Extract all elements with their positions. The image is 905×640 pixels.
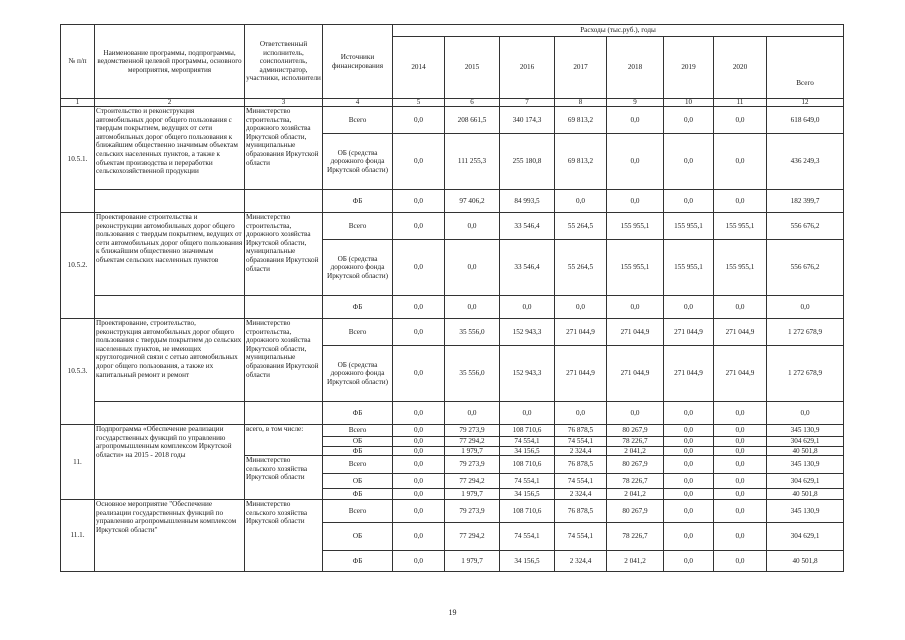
year-value: 78 226,7 bbox=[607, 437, 664, 447]
funding-source: Всего bbox=[323, 107, 393, 134]
total-value: 40 501,8 bbox=[767, 489, 844, 500]
header-year: 2019 bbox=[664, 37, 714, 99]
year-value: 0,0 bbox=[555, 190, 607, 213]
year-value: 0,0 bbox=[607, 107, 664, 134]
total-value: 40 501,8 bbox=[767, 551, 844, 572]
year-value: 0,0 bbox=[664, 551, 714, 572]
header-year: 2015 bbox=[445, 37, 500, 99]
year-value: 0,0 bbox=[664, 523, 714, 551]
header-num: № п/п bbox=[61, 25, 95, 99]
year-value: 0,0 bbox=[500, 402, 555, 425]
column-index: 5 bbox=[393, 99, 445, 107]
funding-source: ФБ bbox=[323, 190, 393, 213]
year-value: 80 267,9 bbox=[607, 456, 664, 474]
year-value: 155 955,1 bbox=[664, 240, 714, 296]
empty-cell bbox=[95, 190, 245, 213]
year-value: 84 993,5 bbox=[500, 190, 555, 213]
column-index: 2 bbox=[95, 99, 245, 107]
year-value: 0,0 bbox=[664, 446, 714, 456]
total-value: 304 629,1 bbox=[767, 523, 844, 551]
year-value: 0,0 bbox=[393, 319, 445, 346]
header-year: 2014 bbox=[393, 37, 445, 99]
total-value: 556 676,2 bbox=[767, 240, 844, 296]
column-index: 12 bbox=[767, 99, 844, 107]
year-value: 33 546,4 bbox=[500, 213, 555, 240]
table-row bbox=[61, 190, 844, 213]
year-value: 34 156,5 bbox=[500, 489, 555, 500]
year-value: 0,0 bbox=[393, 296, 445, 319]
year-value: 0,0 bbox=[714, 446, 767, 456]
year-value: 2 324,4 bbox=[555, 489, 607, 500]
year-value: 0,0 bbox=[393, 456, 445, 474]
year-value: 0,0 bbox=[393, 489, 445, 500]
header-source: Источники финансирования bbox=[323, 25, 393, 99]
row-number: 11. bbox=[61, 425, 95, 500]
year-value: 78 226,7 bbox=[607, 474, 664, 489]
year-value: 108 710,6 bbox=[500, 456, 555, 474]
year-value: 0,0 bbox=[393, 190, 445, 213]
year-value: 271 044,9 bbox=[714, 346, 767, 402]
funding-source: ФБ bbox=[323, 296, 393, 319]
responsible-executor: Министерство строительства, дорожного хозяйства Иркутской области, муниципальные образования Иркутской области bbox=[245, 213, 323, 296]
year-value: 79 273,9 bbox=[445, 500, 500, 523]
column-index: 9 bbox=[607, 99, 664, 107]
year-value: 97 406,2 bbox=[445, 190, 500, 213]
year-value: 0,0 bbox=[607, 402, 664, 425]
total-value: 345 130,9 bbox=[767, 500, 844, 523]
funding-source: Всего bbox=[323, 500, 393, 523]
column-index: 8 bbox=[555, 99, 607, 107]
empty-cell bbox=[245, 296, 323, 319]
year-value: 155 955,1 bbox=[607, 213, 664, 240]
year-value: 0,0 bbox=[664, 456, 714, 474]
year-value: 0,0 bbox=[607, 134, 664, 190]
year-value: 0,0 bbox=[555, 296, 607, 319]
year-value: 2 041,2 bbox=[607, 551, 664, 572]
year-value: 0,0 bbox=[714, 437, 767, 447]
funding-source: Всего bbox=[323, 213, 393, 240]
year-value: 0,0 bbox=[445, 213, 500, 240]
funding-source: Всего bbox=[323, 319, 393, 346]
header-year: 2016 bbox=[500, 37, 555, 99]
program-name: Основное мероприятие "Обеспечение реализации государственных функций по управлению агропромышленным комплексом Иркутской области" bbox=[95, 500, 245, 572]
empty-cell bbox=[245, 402, 323, 425]
year-value: 152 943,3 bbox=[500, 319, 555, 346]
year-value: 0,0 bbox=[664, 402, 714, 425]
year-value: 155 955,1 bbox=[714, 213, 767, 240]
year-value: 0,0 bbox=[714, 474, 767, 489]
total-value: 40 501,8 bbox=[767, 446, 844, 456]
table-row bbox=[61, 425, 844, 437]
year-value: 108 710,6 bbox=[500, 500, 555, 523]
year-value: 108 710,6 bbox=[500, 425, 555, 437]
year-value: 34 156,5 bbox=[500, 551, 555, 572]
program-name: Подпрограмма «Обеспечение реализации государственных функций по управлению агропромышленным комплексом Иркутской области» на 2015 - 2018 годы bbox=[95, 425, 245, 500]
funding-source: ФБ bbox=[323, 402, 393, 425]
year-value: 152 943,3 bbox=[500, 346, 555, 402]
table-row bbox=[61, 107, 844, 134]
year-value: 271 044,9 bbox=[664, 346, 714, 402]
year-value: 74 554,1 bbox=[500, 474, 555, 489]
year-value: 0,0 bbox=[607, 296, 664, 319]
year-value: 0,0 bbox=[714, 489, 767, 500]
funding-source: ФБ bbox=[323, 551, 393, 572]
total-value: 618 649,0 bbox=[767, 107, 844, 134]
row-number: 10.5.1. bbox=[61, 107, 95, 213]
header-expenses: Расходы (тыс.руб.), годы bbox=[393, 25, 844, 37]
year-value: 1 979,7 bbox=[445, 446, 500, 456]
year-value: 271 044,9 bbox=[714, 319, 767, 346]
table-row bbox=[61, 319, 844, 346]
year-value: 0,0 bbox=[393, 500, 445, 523]
total-value: 182 399,7 bbox=[767, 190, 844, 213]
year-value: 0,0 bbox=[393, 551, 445, 572]
funding-source: ОБ bbox=[323, 523, 393, 551]
budget-table-body bbox=[61, 107, 844, 572]
program-name: Проектирование, строительство, реконструкция автомобильных дорог общего пользования с твердым покрытием до сельских населенных пунктов, не имеющих круглогодичной связи с сетью автомобильных дорог общего пользования, а также их капитальный ремонт и ремонт bbox=[95, 319, 245, 402]
year-value: 0,0 bbox=[393, 437, 445, 447]
responsible-executor: Министерство сельского хозяйства Иркутской области bbox=[245, 456, 323, 500]
budget-table-sheet bbox=[60, 24, 844, 572]
year-value: 0,0 bbox=[393, 107, 445, 134]
year-value: 74 554,1 bbox=[555, 437, 607, 447]
year-value: 69 813,2 bbox=[555, 107, 607, 134]
year-value: 0,0 bbox=[393, 446, 445, 456]
funding-source: ОБ (средства дорожного фонда Иркутской области) bbox=[323, 240, 393, 296]
year-value: 79 273,9 bbox=[445, 456, 500, 474]
year-value: 0,0 bbox=[714, 107, 767, 134]
year-value: 0,0 bbox=[664, 190, 714, 213]
empty-cell bbox=[95, 296, 245, 319]
responsible-executor: Министерство сельского хозяйства Иркутской области bbox=[245, 500, 323, 572]
funding-source: ОБ (средства дорожного фонда Иркутской области) bbox=[323, 134, 393, 190]
header-total: Всего bbox=[767, 37, 844, 99]
funding-source: ФБ bbox=[323, 446, 393, 456]
year-value: 0,0 bbox=[714, 500, 767, 523]
year-value: 0,0 bbox=[714, 134, 767, 190]
year-value: 0,0 bbox=[714, 296, 767, 319]
total-value: 556 676,2 bbox=[767, 213, 844, 240]
year-value: 74 554,1 bbox=[500, 523, 555, 551]
year-value: 271 044,9 bbox=[555, 346, 607, 402]
total-value: 304 629,1 bbox=[767, 437, 844, 447]
column-index: 10 bbox=[664, 99, 714, 107]
year-value: 0,0 bbox=[714, 551, 767, 572]
year-value: 0,0 bbox=[664, 134, 714, 190]
year-value: 69 813,2 bbox=[555, 134, 607, 190]
year-value: 111 255,3 bbox=[445, 134, 500, 190]
responsible-executor: Министерство строительства, дорожного хозяйства Иркутской области, муниципальные образования Иркутской области bbox=[245, 107, 323, 190]
year-value: 0,0 bbox=[393, 213, 445, 240]
year-value: 0,0 bbox=[664, 489, 714, 500]
column-index-row bbox=[61, 99, 844, 107]
responsible-executor: Министерство строительства, дорожного хозяйства Иркутской области, муниципальные образования Иркутской области bbox=[245, 319, 323, 402]
year-value: 79 273,9 bbox=[445, 425, 500, 437]
year-value: 78 226,7 bbox=[607, 523, 664, 551]
year-value: 0,0 bbox=[393, 523, 445, 551]
table-row bbox=[61, 296, 844, 319]
row-number: 11.1. bbox=[61, 500, 95, 572]
funding-source: ФБ bbox=[323, 489, 393, 500]
header-year: 2020 bbox=[714, 37, 767, 99]
year-value: 76 878,5 bbox=[555, 456, 607, 474]
total-value: 345 130,9 bbox=[767, 456, 844, 474]
total-value: 436 249,3 bbox=[767, 134, 844, 190]
column-index: 3 bbox=[245, 99, 323, 107]
year-value: 80 267,9 bbox=[607, 500, 664, 523]
year-value: 0,0 bbox=[664, 107, 714, 134]
year-value: 0,0 bbox=[393, 425, 445, 437]
year-value: 0,0 bbox=[393, 474, 445, 489]
year-value: 0,0 bbox=[664, 474, 714, 489]
year-value: 34 156,5 bbox=[500, 446, 555, 456]
column-index: 7 bbox=[500, 99, 555, 107]
year-value: 340 174,3 bbox=[500, 107, 555, 134]
page-number: 19 bbox=[448, 608, 457, 617]
year-value: 155 955,1 bbox=[714, 240, 767, 296]
header-responsible: Ответственный исполнитель, соисполнитель, администратор, участники, исполнители bbox=[245, 25, 323, 99]
year-value: 0,0 bbox=[445, 402, 500, 425]
year-value: 77 294,2 bbox=[445, 474, 500, 489]
year-value: 55 264,5 bbox=[555, 240, 607, 296]
year-value: 0,0 bbox=[714, 456, 767, 474]
year-value: 76 878,5 bbox=[555, 500, 607, 523]
year-value: 0,0 bbox=[607, 190, 664, 213]
year-value: 0,0 bbox=[445, 296, 500, 319]
budget-table bbox=[60, 24, 844, 572]
year-value: 255 180,8 bbox=[500, 134, 555, 190]
year-value: 55 264,5 bbox=[555, 213, 607, 240]
total-value: 0,0 bbox=[767, 296, 844, 319]
year-value: 2 041,2 bbox=[607, 446, 664, 456]
year-value: 35 556,0 bbox=[445, 319, 500, 346]
year-value: 0,0 bbox=[445, 240, 500, 296]
year-value: 74 554,1 bbox=[555, 523, 607, 551]
year-value: 0,0 bbox=[393, 402, 445, 425]
year-value: 0,0 bbox=[664, 500, 714, 523]
total-value: 304 629,1 bbox=[767, 474, 844, 489]
year-value: 155 955,1 bbox=[664, 213, 714, 240]
table-row bbox=[61, 402, 844, 425]
year-value: 2 041,2 bbox=[607, 489, 664, 500]
header-name: Наименование программы, подпрограммы, ведомственной целевой программы, основного мероприятия, мероприятия bbox=[95, 25, 245, 99]
year-value: 1 979,7 bbox=[445, 489, 500, 500]
year-value: 271 044,9 bbox=[607, 319, 664, 346]
funding-source: ОБ (средства дорожного фонда Иркутской области) bbox=[323, 346, 393, 402]
year-value: 0,0 bbox=[664, 425, 714, 437]
year-value: 0,0 bbox=[393, 134, 445, 190]
column-index: 11 bbox=[714, 99, 767, 107]
year-value: 1 979,7 bbox=[445, 551, 500, 572]
funding-source: Всего bbox=[323, 425, 393, 437]
year-value: 2 324,4 bbox=[555, 446, 607, 456]
year-value: 35 556,0 bbox=[445, 346, 500, 402]
year-value: 0,0 bbox=[393, 240, 445, 296]
year-value: 271 044,9 bbox=[664, 319, 714, 346]
year-value: 0,0 bbox=[714, 402, 767, 425]
year-value: 2 324,4 bbox=[555, 551, 607, 572]
year-value: 33 546,4 bbox=[500, 240, 555, 296]
year-value: 74 554,1 bbox=[500, 437, 555, 447]
year-value: 208 661,5 bbox=[445, 107, 500, 134]
year-value: 77 294,2 bbox=[445, 523, 500, 551]
column-index: 4 bbox=[323, 99, 393, 107]
year-value: 80 267,9 bbox=[607, 425, 664, 437]
year-value: 0,0 bbox=[714, 523, 767, 551]
total-value: 1 272 678,9 bbox=[767, 319, 844, 346]
header-year: 2018 bbox=[607, 37, 664, 99]
year-value: 0,0 bbox=[664, 296, 714, 319]
year-value: 155 955,1 bbox=[607, 240, 664, 296]
total-value: 0,0 bbox=[767, 402, 844, 425]
table-row bbox=[61, 500, 844, 523]
year-value: 0,0 bbox=[664, 437, 714, 447]
year-value: 76 878,5 bbox=[555, 425, 607, 437]
table-row bbox=[61, 213, 844, 240]
responsible-executor: всего, в том числе: bbox=[245, 425, 323, 456]
funding-source: Всего bbox=[323, 456, 393, 474]
year-value: 271 044,9 bbox=[607, 346, 664, 402]
year-value: 77 294,2 bbox=[445, 437, 500, 447]
funding-source: ОБ bbox=[323, 437, 393, 447]
year-value: 0,0 bbox=[500, 296, 555, 319]
year-value: 0,0 bbox=[555, 402, 607, 425]
year-value: 0,0 bbox=[714, 425, 767, 437]
header-year: 2017 bbox=[555, 37, 607, 99]
year-value: 0,0 bbox=[714, 190, 767, 213]
row-number: 10.5.3. bbox=[61, 319, 95, 425]
row-number: 10.5.2. bbox=[61, 213, 95, 319]
empty-cell bbox=[95, 402, 245, 425]
total-value: 345 130,9 bbox=[767, 425, 844, 437]
column-index: 6 bbox=[445, 99, 500, 107]
total-value: 1 272 678,9 bbox=[767, 346, 844, 402]
column-index: 1 bbox=[61, 99, 95, 107]
year-value: 74 554,1 bbox=[555, 474, 607, 489]
year-value: 0,0 bbox=[393, 346, 445, 402]
empty-cell bbox=[245, 190, 323, 213]
program-name: Проектирование строительства и реконструкции автомобильных дорог общего пользования с твердым покрытием, ведущих от сети автомобильных дорог общего пользования к ближайшим общественно значимым объектам сельских населенных пунктов bbox=[95, 213, 245, 296]
funding-source: ОБ bbox=[323, 474, 393, 489]
program-name: Строительство и реконструкция автомобильных дорог общего пользования с твердым покрытием, ведущих от сети автомобильных дорог общего пользования к ближайшим общественно значимым объектам сельских населенных пунктов, а также к объектам производства и переработки сельскохозяйственной продукции bbox=[95, 107, 245, 190]
year-value: 271 044,9 bbox=[555, 319, 607, 346]
